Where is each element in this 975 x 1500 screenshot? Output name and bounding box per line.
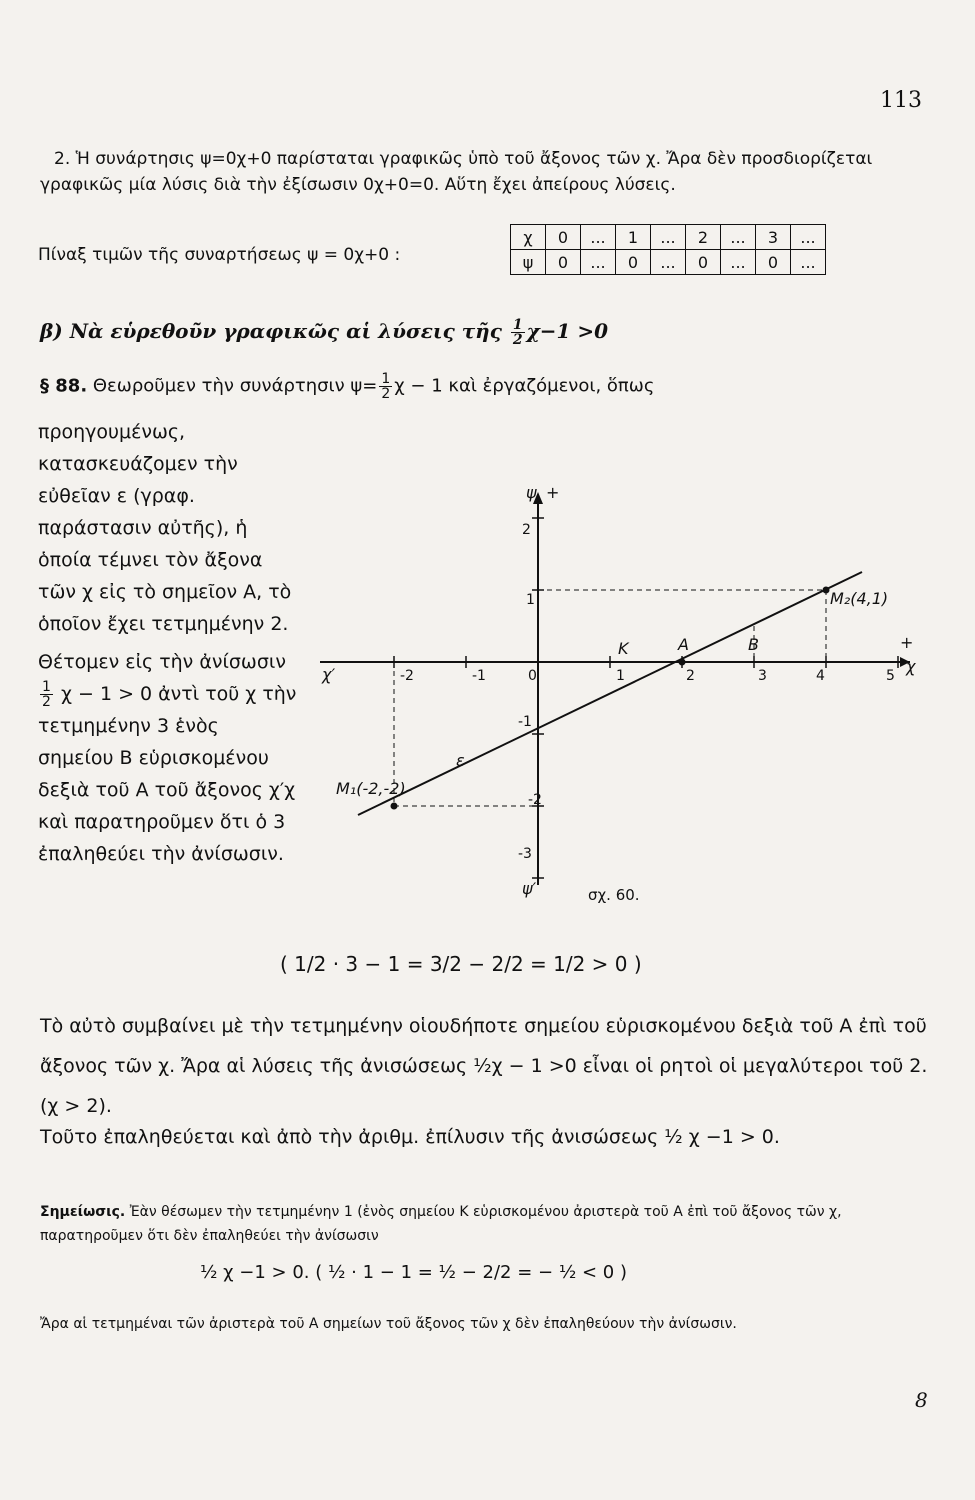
- x-tick-4: 4: [816, 668, 825, 684]
- left-col-fraction: [40, 680, 53, 709]
- y-tick-m3: -3: [518, 846, 532, 862]
- point-b-label: Β: [748, 635, 759, 654]
- table-cell: ...: [721, 225, 756, 250]
- values-table: [510, 224, 826, 275]
- note: [40, 1200, 930, 1248]
- line-epsilon: [358, 572, 862, 815]
- x-axis-label: χ: [906, 657, 916, 676]
- note-title: Σημείωσις.: [40, 1204, 126, 1220]
- table-cell: 0: [756, 250, 791, 275]
- x-tick-1: 1: [616, 668, 625, 684]
- frac-den: 2: [512, 332, 523, 348]
- x-tick-5: 5: [886, 668, 895, 684]
- y-tick-2: 2: [522, 522, 531, 538]
- table-cell: ψ: [511, 250, 546, 275]
- table-cell: ...: [721, 250, 756, 275]
- table-label: Πίναξ τιμῶν τῆς συναρτήσεως ψ = 0χ+0 :: [38, 245, 401, 265]
- paragraph-final: Ἄρα αἱ τετμημέναι τῶν ἀριστερὰ τοῦ Α σημείων τοῦ ἄξονος τῶν χ δὲν ἐπαληθεύουν τὴν ἀνίσωσιν.: [40, 1316, 737, 1332]
- heading-b-after: χ−1 >0: [526, 319, 609, 343]
- paragraph-intro: [40, 146, 930, 198]
- x-tick-m1: -1: [472, 668, 486, 684]
- frac-num: 1: [512, 317, 523, 333]
- heading-b-fraction: [511, 318, 525, 347]
- point-k-label: Κ: [618, 639, 629, 658]
- paragraph-conclusion: Τὸ αὐτὸ συμβαίνει μὲ τὴν τετμημένην οἱουδήποτε σημείου εὑρισκομένου δεξιὰ τοῦ Α ἐπὶ τοῦ ἄξονος τῶν χ. Ἄρα αἱ λύσεις τῆς ἀνισώσεως ½χ − 1 >0 εἶναι οἱ ρητοὶ οἱ μεγαλύτεροι τοῦ 2. (χ > 2).: [40, 1015, 928, 1117]
- table-row-x: [511, 225, 826, 250]
- y-tick-m2: -2: [528, 792, 542, 808]
- table-cell: ...: [581, 225, 616, 250]
- table-row-y: [511, 250, 826, 275]
- table-cell: ...: [651, 225, 686, 250]
- x-tick-m2: -2: [400, 668, 414, 684]
- y-prime-label: ψ′: [522, 879, 537, 898]
- left-col-p1: προηγουμένως, κατασκευάζομεν τὴν εὐθεῖαν ε (γραφ. παράστασιν αὐτῆς), ἡ ὁποία τέμνει τὸν ἄξονα τῶν χ εἰς τὸ σημεῖον Α, τὸ ὁποῖον ἔχει τετμημένην 2.: [38, 421, 292, 635]
- table-cell: ...: [791, 225, 826, 250]
- y-tick-m1: -1: [518, 714, 532, 730]
- left-col-p2-after: χ − 1 > 0 ἀντὶ τοῦ χ τὴν τετμημένην 3 ἑνὸς σημείου Β εὑρισκομένου δεξιὰ τοῦ Α τοῦ ἄξονος χ′χ καὶ παρατηροῦμεν ὅτι ὁ 3 ἐπαληθεύει τὴν ἀνίσωσιν.: [38, 683, 297, 865]
- left-column-text: [38, 416, 298, 876]
- heading-b-before: β) Νὰ εὑρεθοῦν γραφικῶς αἱ λύσεις τῆς: [40, 319, 502, 343]
- point-a-label: Α: [678, 635, 689, 654]
- table-cell: ...: [791, 250, 826, 275]
- left-col-p2: [38, 646, 298, 870]
- table-cell: 0: [616, 250, 651, 275]
- paragraph-intro-text: 2. Ἡ συνάρτησις ψ=0χ+0 παρίσταται γραφικῶς ὑπὸ τοῦ ἄξονος τῶν χ. Ἄρα δὲν προσδιορίζεται γραφικῶς μία λύσις διὰ τὴν ἐξίσωσιν 0χ+0=0. Αὕτη ἔχει ἀπείρους λύσεις.: [40, 149, 873, 195]
- left-col-p2-before: Θέτομεν εἰς τὴν ἀνίσωσιν: [38, 651, 286, 673]
- page-number: 113: [880, 88, 922, 113]
- table-cell: 3: [756, 225, 791, 250]
- point-m2-label: M₂(4,1): [830, 589, 889, 608]
- point-m1-dot: [391, 803, 398, 810]
- figure-caption: σχ. 60.: [588, 886, 640, 904]
- graph-figure: [300, 480, 930, 920]
- table-cell: ...: [651, 250, 686, 275]
- note-text: Ἐὰν θέσωμεν τὴν τετμημένην 1 (ἑνὸς σημείου Κ εὑρισκομένου ἀριστερὰ τοῦ Α ἐπὶ τοῦ ἄξονος τῶν χ, παρατηροῦμεν ὅτι δὲν ἐπαληθεύει τὴν ἀνίσωσιν: [40, 1204, 842, 1244]
- sec88-before: Θεωροῦμεν τὴν συνάρτησιν ψ=: [92, 375, 378, 397]
- table-cell: ...: [581, 250, 616, 275]
- point-m1-label: M₁(-2,-2): [336, 779, 406, 798]
- frac-num: 1: [381, 371, 391, 387]
- frac-den: 2: [381, 386, 391, 402]
- x-plus-label: +: [900, 633, 914, 652]
- origin-label: 0: [528, 668, 537, 684]
- equation-check-3: ( 1/2 · 3 − 1 = 3/2 − 2/2 = 1/2 > 0 ): [280, 952, 642, 976]
- frac-den: 2: [42, 694, 51, 710]
- signature-mark: 8: [915, 1388, 928, 1412]
- section-heading-b: [40, 318, 608, 347]
- section-number: § 88.: [40, 375, 88, 397]
- table-cell: 0: [686, 250, 721, 275]
- sec88-after: χ − 1 καὶ ἐργαζόμενοι, ὅπως: [394, 375, 655, 397]
- x-prime-label: χ′: [322, 665, 336, 684]
- equation-check-1: ½ χ −1 > 0. ( ½ · 1 − 1 = ½ − 2/2 = − ½ < 0 ): [200, 1262, 627, 1283]
- y-plus-label: +: [546, 483, 560, 502]
- table-cell: 0: [546, 225, 581, 250]
- y-tick-1: 1: [526, 592, 535, 608]
- frac-num: 1: [42, 679, 51, 695]
- table-cell: 1: [616, 225, 651, 250]
- point-m2-dot: [823, 587, 830, 594]
- table-cell: χ: [511, 225, 546, 250]
- table-cell: 2: [686, 225, 721, 250]
- sec88-fraction: [379, 372, 392, 401]
- y-axis-label: ψ: [526, 483, 537, 502]
- section-88: [40, 372, 930, 401]
- paragraph-verify: Τοῦτο ἐπαληθεύεται καὶ ἀπὸ τὴν ἀριθμ. ἐπίλυσιν τῆς ἀνισώσεως ½ χ −1 > 0.: [40, 1126, 780, 1148]
- x-tick-2: 2: [686, 668, 695, 684]
- table-cell: 0: [546, 250, 581, 275]
- line-epsilon-label: ε: [456, 751, 465, 770]
- x-tick-3: 3: [758, 668, 767, 684]
